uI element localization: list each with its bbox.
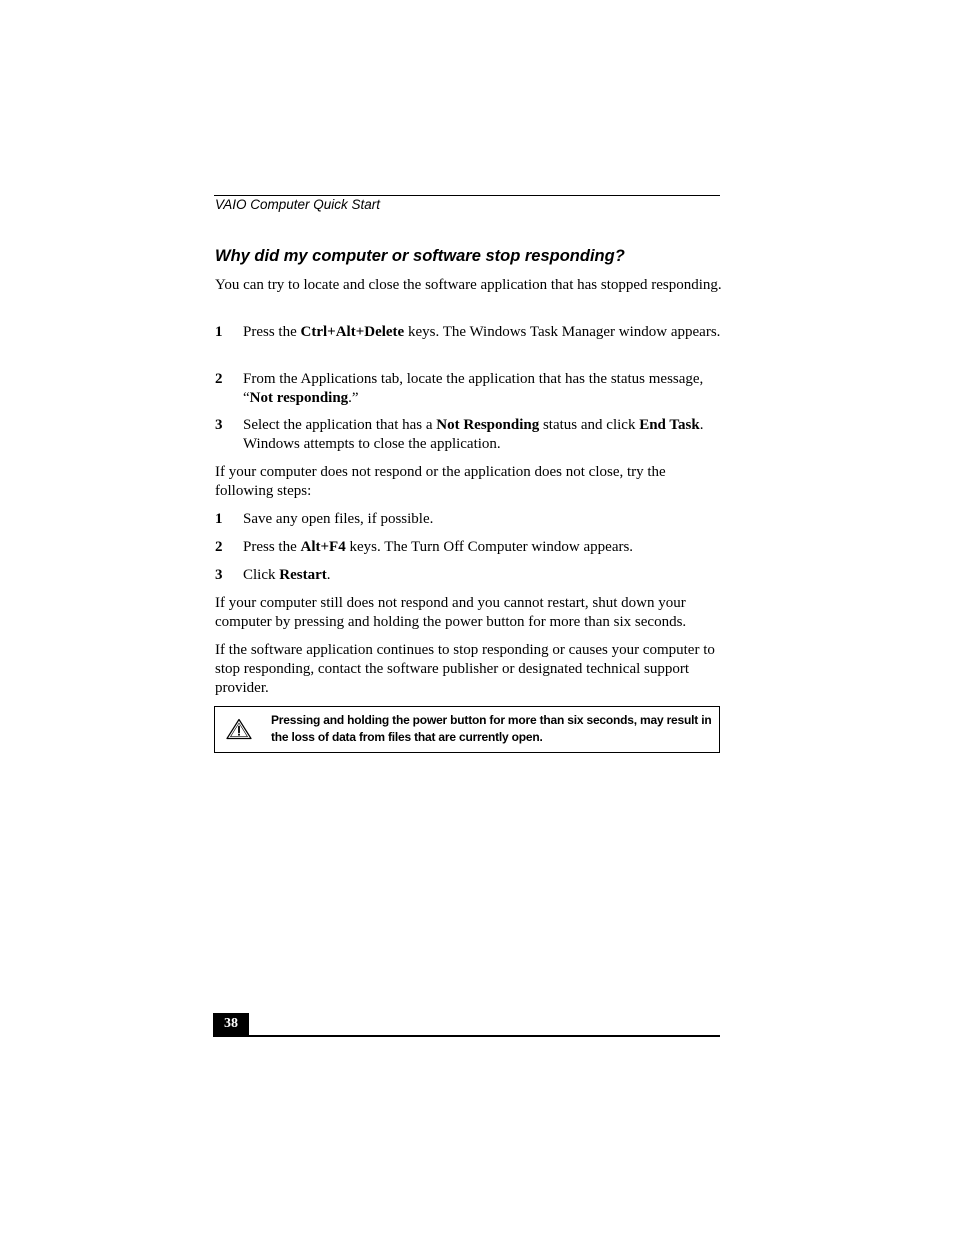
step-number: 3: [215, 567, 223, 583]
page-number: 38: [213, 1013, 249, 1035]
step-text: From the Applications tab, locate the application that has the status message, “Not responding.”: [243, 371, 704, 406]
step-number: 2: [215, 371, 223, 387]
step-text: Save any open files, if possible.: [243, 511, 434, 527]
footer-rule: [213, 1035, 720, 1037]
step-text: Click Restart.: [243, 567, 331, 583]
shutdown-paragraph: If your computer still does not respond and you cannot restart, shut down your computer by pressing and holding the power button for more than six seconds.: [215, 595, 687, 630]
section-title: Why did my computer or software stop responding?: [215, 247, 625, 265]
header-rule: [214, 195, 720, 196]
step-number: 1: [215, 324, 223, 340]
warning-callout: [214, 706, 720, 753]
step-text: Press the Ctrl+Alt+Delete keys. The Windows Task Manager window appears.: [243, 324, 721, 340]
step-number: 3: [215, 417, 223, 433]
step-number: 1: [215, 511, 223, 527]
contact-paragraph: If the software application continues to stop responding or causes your computer to stop responding, contact the software publisher or designated technical support provider.: [215, 642, 715, 696]
running-head: VAIO Computer Quick Start: [215, 197, 381, 212]
warning-text: Pressing and holding the power button for more than six seconds, may result in the loss of data from files that are currently open.: [271, 713, 712, 744]
warning-triangle-icon: [226, 718, 252, 740]
try-steps-paragraph: If your computer does not respond or the application does not close, try the following steps:: [215, 464, 666, 499]
step-text: Press the Alt+F4 keys. The Turn Off Computer window appears.: [243, 539, 634, 555]
intro-paragraph: You can try to locate and close the software application that has stopped responding.: [215, 277, 722, 293]
step-number: 2: [215, 539, 223, 555]
step-text: Select the application that has a Not Responding status and click End Task. Windows attempts to close the application.: [243, 417, 704, 452]
